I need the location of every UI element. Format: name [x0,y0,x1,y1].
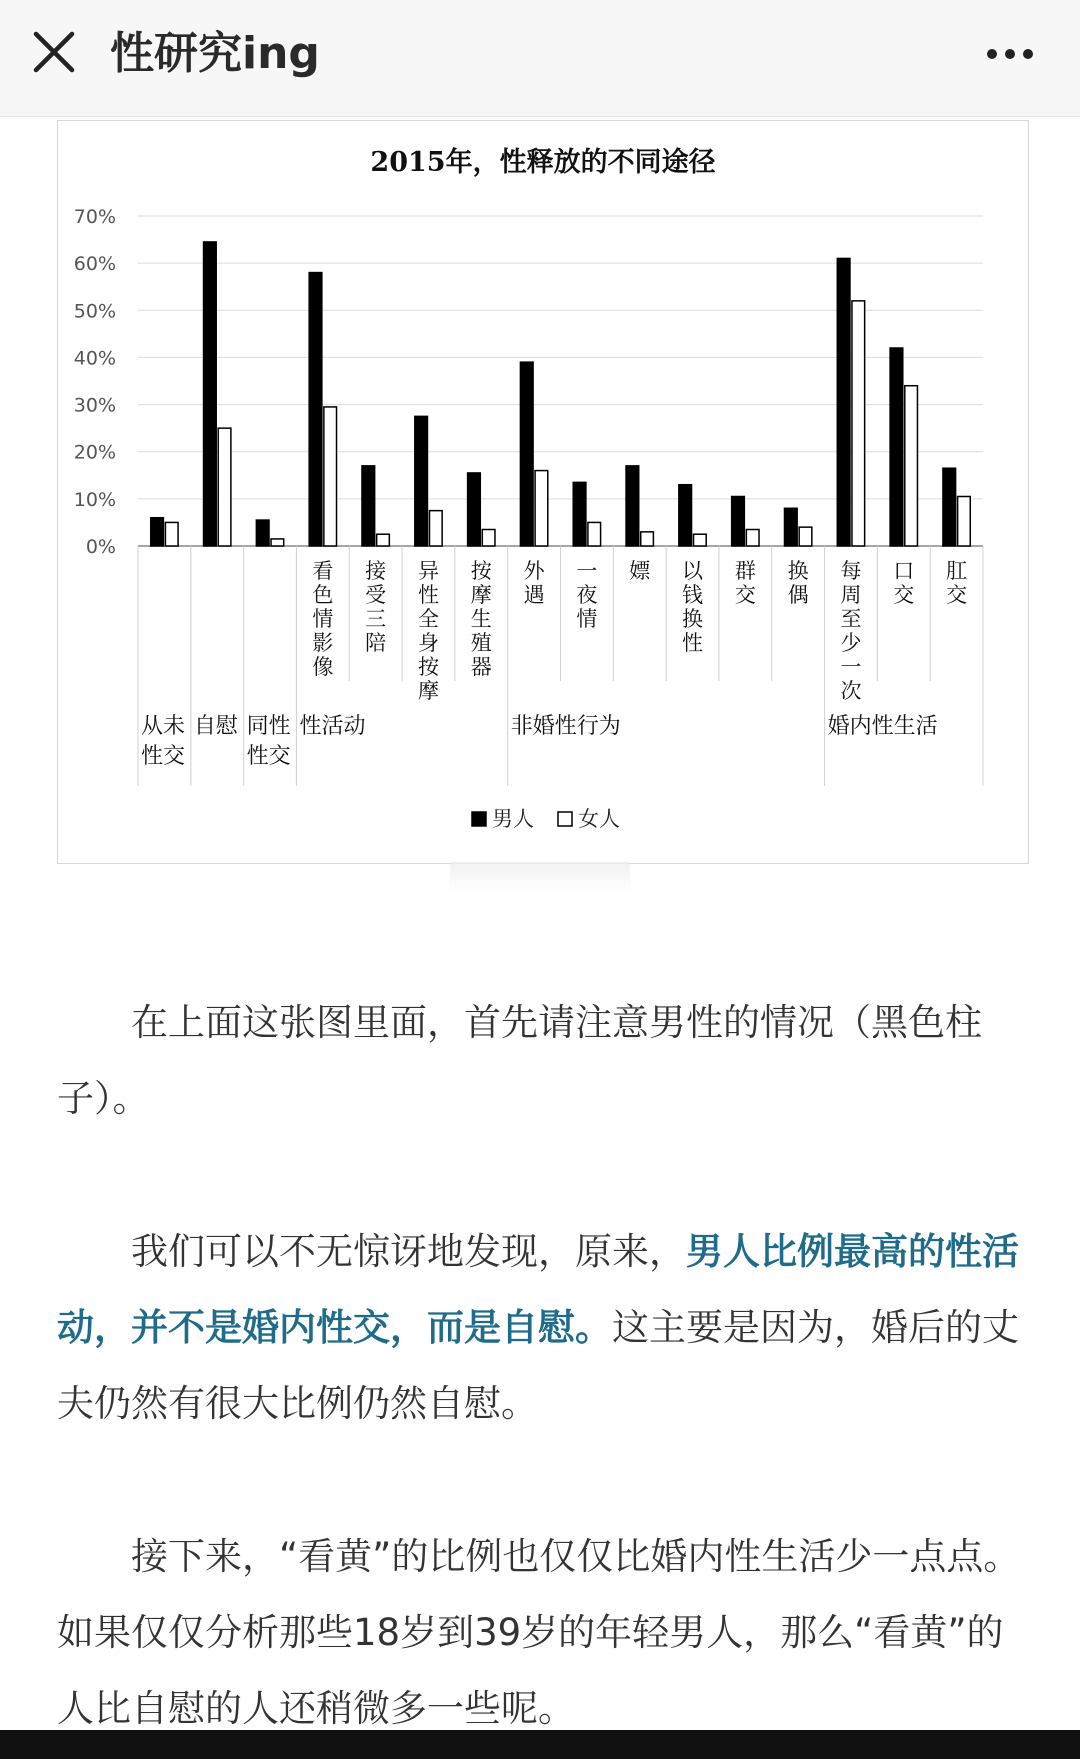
bar-men [362,466,375,546]
bar-women [429,511,442,546]
chart-title: 2015年，性释放的不同途径 [370,147,716,178]
bar-men [468,473,481,546]
bar-men [837,258,850,546]
y-tick-label: 40% [73,347,116,370]
category-label-char: 偶 [787,583,809,607]
category-label-char: 色 [312,583,334,607]
bar-women [535,471,548,546]
category-label-char: 殖 [470,631,492,655]
category-label-char: 身 [417,631,439,655]
category-label-char: 受 [365,583,387,607]
paragraph-2-text-start: 我们可以不无惊讶地发现，原来， [131,1230,686,1273]
y-tick-label: 60% [73,253,116,276]
bar-men [309,273,322,546]
bar-women [588,522,601,546]
legend-label-men: 男人 [492,807,534,831]
category-label-char: 交 [946,583,968,607]
category-label-char: 性 [682,631,704,655]
category-label-char: 夜 [576,583,598,607]
paragraph-2-text-end: 这主要是因为，婚后的丈夫仍然有很大比例仍然自慰。 [57,1306,1019,1425]
bar-men [204,242,217,546]
bar-women [641,532,654,546]
category-label-char: 三 [365,607,387,631]
more-dots-icon [980,34,1040,74]
close-icon [30,28,80,78]
category-label-char: 情 [576,607,598,631]
category-label-char: 周 [840,583,862,607]
category-label-char: 按 [470,559,492,583]
category-label-char: 看 [312,559,334,583]
bar-women [694,534,707,546]
close-button[interactable] [30,28,80,78]
group-label: 婚内性生活 [827,714,938,739]
category-label-char: 生 [470,607,492,631]
legend-swatch-men [472,812,486,826]
category-label-char: 钱 [682,583,704,607]
category-label-char: 外 [523,559,545,583]
category-label-char: 交 [734,583,756,607]
bar-women [799,527,812,546]
group-label: 从未 [141,714,186,739]
bar-men [415,416,428,546]
legend-swatch-women [558,812,572,826]
category-label-char: 接 [365,559,387,583]
bar-men [151,518,164,546]
bar-women [218,428,231,546]
paragraph-2 [57,1214,1025,1442]
bar-men [626,466,639,546]
category-label-char: 群 [734,559,756,583]
more-button[interactable] [980,34,1040,74]
group-label: 性活动 [299,714,366,739]
bar-women [905,386,918,546]
category-label-char: 情 [312,607,334,631]
category-label-char: 少 [840,631,862,655]
category-label-char: 换 [787,559,809,583]
paragraph-2-highlight: 男人比例最高的性活动，并不是婚内性交，而是自慰。 [57,1230,1019,1349]
category-label-char: 以 [682,559,704,583]
category-label-char: 按 [417,655,439,679]
page-title: 性研究ing [110,28,320,79]
y-tick-label: 0% [85,536,116,558]
y-tick-label: 20% [73,441,116,464]
bar-women [165,522,178,546]
bar-men [890,348,903,546]
bar-women [377,534,390,546]
y-tick-label: 30% [73,394,116,417]
category-label-char: 器 [470,655,492,679]
top-bar [0,0,1080,117]
bar-women [324,407,337,546]
group-label: 性交 [141,744,186,769]
bottom-bar [0,1730,1080,1759]
legend-label-women: 女人 [578,807,620,831]
bar-women [482,530,495,547]
category-label-char: 交 [893,583,915,607]
category-label-char: 遇 [523,583,545,607]
category-label-char: 像 [312,655,334,679]
category-label-char: 一 [840,655,862,679]
category-label-char: 异 [417,559,439,583]
bar-men [943,468,956,546]
category-label-char: 口 [893,559,915,583]
bar-men [732,497,745,547]
paragraph-1: 在上面这张图里面，首先请注意男性的情况（黑色柱子）。 [57,1001,982,1120]
bar-chart [58,121,1028,863]
category-label-char: 性 [417,583,439,607]
y-tick-label: 10% [73,488,116,511]
category-label-char: 肛 [946,559,968,583]
paragraph-3: 接下来，“看黄”的比例也仅仅比婚内性生活少一点点。如果仅仅分析那些18岁到39岁的年轻男人，那么“看黄”的人比自慰的人还稍微多一些呢。 [57,1535,1021,1730]
category-label-char: 每 [840,559,862,583]
group-label: 性交 [246,744,291,769]
bar-women [746,530,759,547]
y-tick-label: 50% [73,300,116,323]
bar-men [784,508,797,546]
bar-women [852,301,865,546]
bar-women [958,497,971,547]
bar-men [256,520,269,546]
group-label: 非婚性行为 [510,714,621,739]
category-label-char: 摩 [417,679,439,703]
image-shadow [450,862,630,894]
category-label-char: 至 [840,607,862,631]
category-label-char: 嫖 [629,559,651,583]
category-label-char: 换 [682,607,704,631]
category-label-char: 摩 [470,583,492,607]
category-label-char: 陪 [365,631,387,655]
category-label-char: 全 [417,607,439,631]
bar-men [573,482,586,546]
category-label-char: 一 [576,559,598,583]
y-tick-label: 70% [73,206,116,228]
bar-men [520,362,533,546]
chart-card [57,120,1029,864]
category-label-char: 影 [312,631,334,655]
category-label-char: 次 [840,679,862,703]
bar-women [271,539,284,546]
bar-men [679,485,692,546]
group-label: 同性 [246,714,291,739]
group-label: 自慰 [193,714,238,739]
